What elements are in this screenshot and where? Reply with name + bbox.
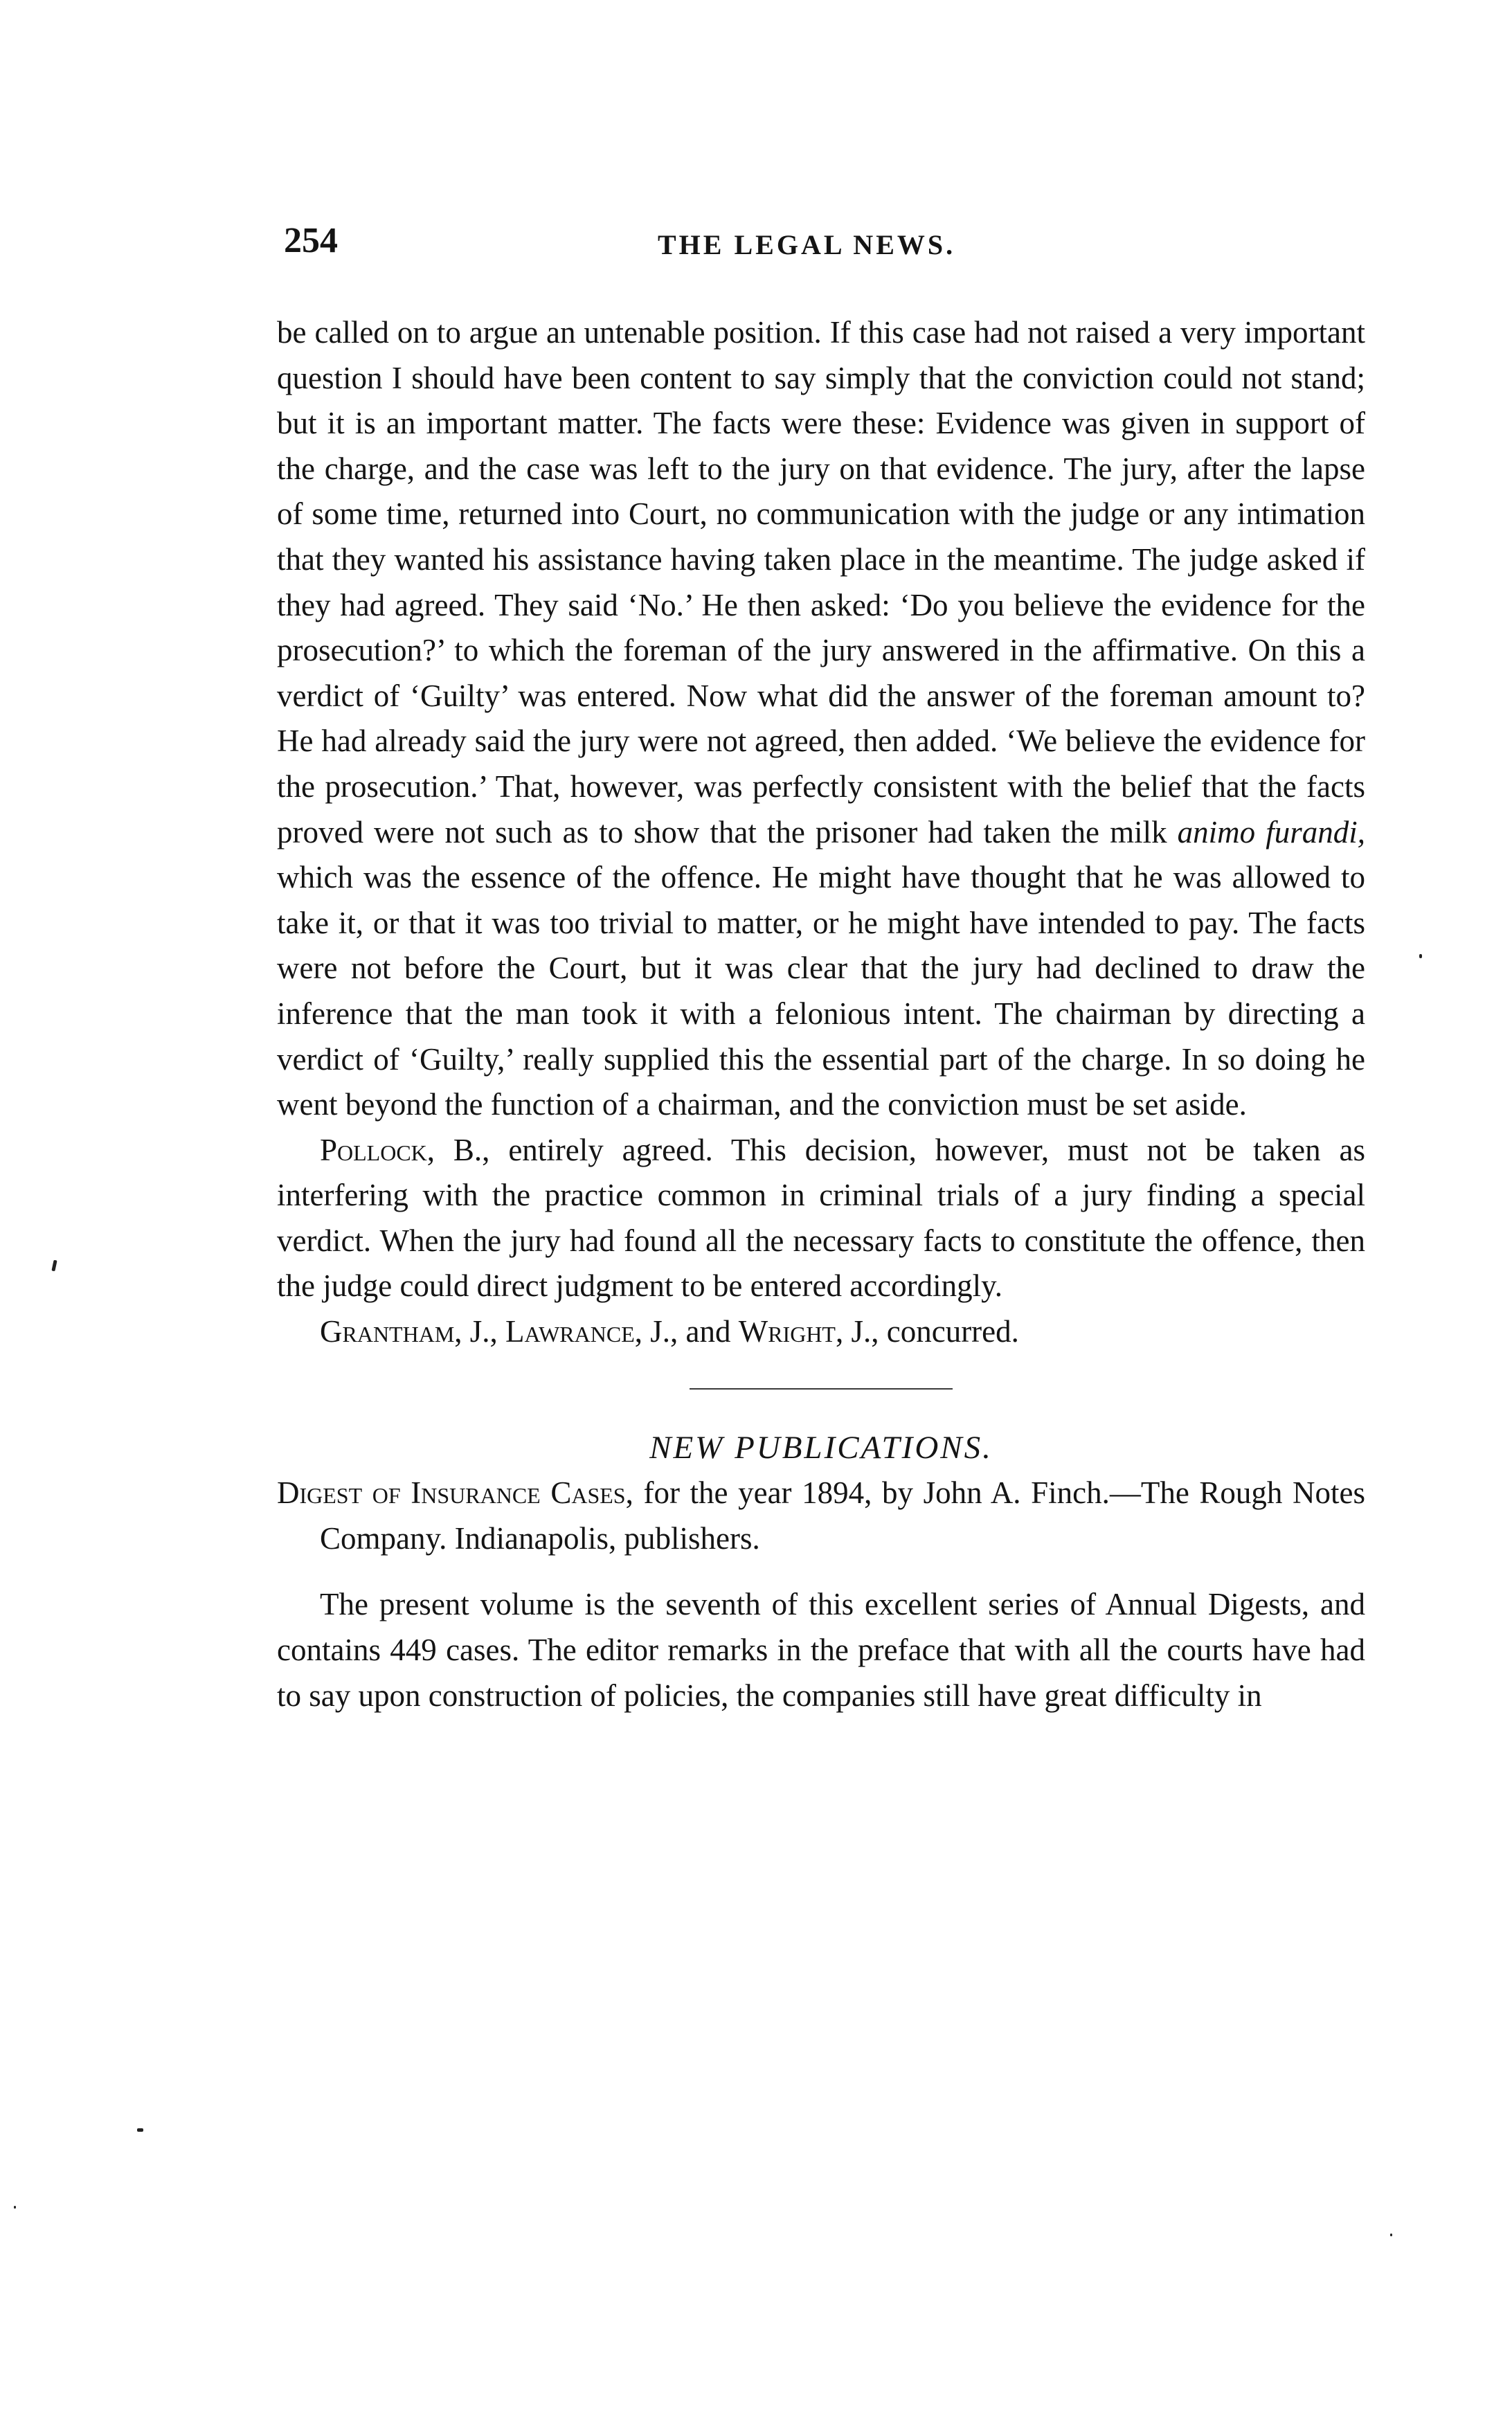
section-title: NEW PUBLICATIONS.	[649, 1429, 993, 1466]
judge-name-lawrance: Lawrance, J.,	[505, 1314, 678, 1349]
concurrence-text: concurred.	[886, 1314, 1019, 1349]
judge-name-grantham: Grantham, J.,	[320, 1314, 498, 1349]
scan-speck	[1390, 2234, 1392, 2236]
scan-speck	[1419, 954, 1422, 958]
running-head: THE LEGAL NEWS.	[658, 229, 956, 260]
pollock-text: entirely agreed. This decision, however, must not be taken as interfering with the practice common in criminal trials of a jury finding a special verdict. When the jury had found all the necessary facts to constitute the offence, then the judge could direct judgment to be entered accordingly.	[277, 1132, 1365, 1304]
scan-speck	[14, 2206, 16, 2209]
publication-entry	[277, 1471, 1365, 1561]
concurrence-and: and	[685, 1314, 731, 1349]
scan-mark	[137, 2128, 143, 2132]
publication-details: for the year 1894, by John A. Finch.—The Rough Notes Company. Indianapolis, publishers.	[320, 1475, 1366, 1556]
review-paragraph: The present volume is the seventh of this excellent series of Annual Digests, and contains 449 cases. The editor remarks in the preface that with all the courts have had to say upon construction of policies, the companies still have great difficulty in	[277, 1587, 1365, 1713]
publication-title: Digest of Insurance Cases,	[277, 1475, 633, 1511]
opinion-paragraph	[277, 310, 1365, 1128]
pollock-paragraph	[277, 1128, 1365, 1309]
opinion-text: be called on to argue an untenable position. If this case had not raised a very important question I should have been content to say simply that the conviction could not stand; but it is an important matter. The facts were these: Evidence was given in support of the charge, and the case was left to the jury on that evidence. The jury, after the lapse of some time, returned into Court, no communication with the judge or any intimation that they wanted his assistance having taken place in the meantime. The judge asked if they had agreed. They said ‘No.’ He then asked: ‘Do you believe the evidence for the prosecution?’ to which the foreman of the jury answered in the affirmative. On this a verdict of ‘Guilty’ was entered. Now what did the answer of the foreman amount to? He had already said the jury were not agreed, then added. ‘We believe the evidence for the prosecution.’ That, however, was perfectly consistent with the belief that the facts proved were not such as to show that the prisoner had taken the milk	[277, 315, 1365, 850]
judge-name-wright: Wright, J.,	[738, 1314, 879, 1349]
opinion-text-continued: which was the essence of the offence. He might have thought that he was allowed to take it, or that it was too trivial to matter, or he might have intended to pay. The facts were not before the Court, but it was clear that the jury had declined to draw the inference that the man took it with a felonious intent. The chairman by directing a verdict of ‘Guilty,’ really supplied this the essential part of the charge. In so doing he went beyond the function of a chairman, and the conviction must be set aside.	[277, 860, 1365, 1122]
section-divider	[690, 1388, 953, 1390]
page-header	[284, 220, 1364, 276]
concurrence-paragraph	[277, 1309, 1365, 1355]
scan-mark	[51, 1260, 57, 1272]
judge-name-pollock: Pollock, B.,	[320, 1132, 490, 1167]
page-number: 254	[284, 221, 338, 260]
page-body	[277, 310, 1365, 1718]
latin-phrase: animo furandi,	[1177, 814, 1365, 850]
